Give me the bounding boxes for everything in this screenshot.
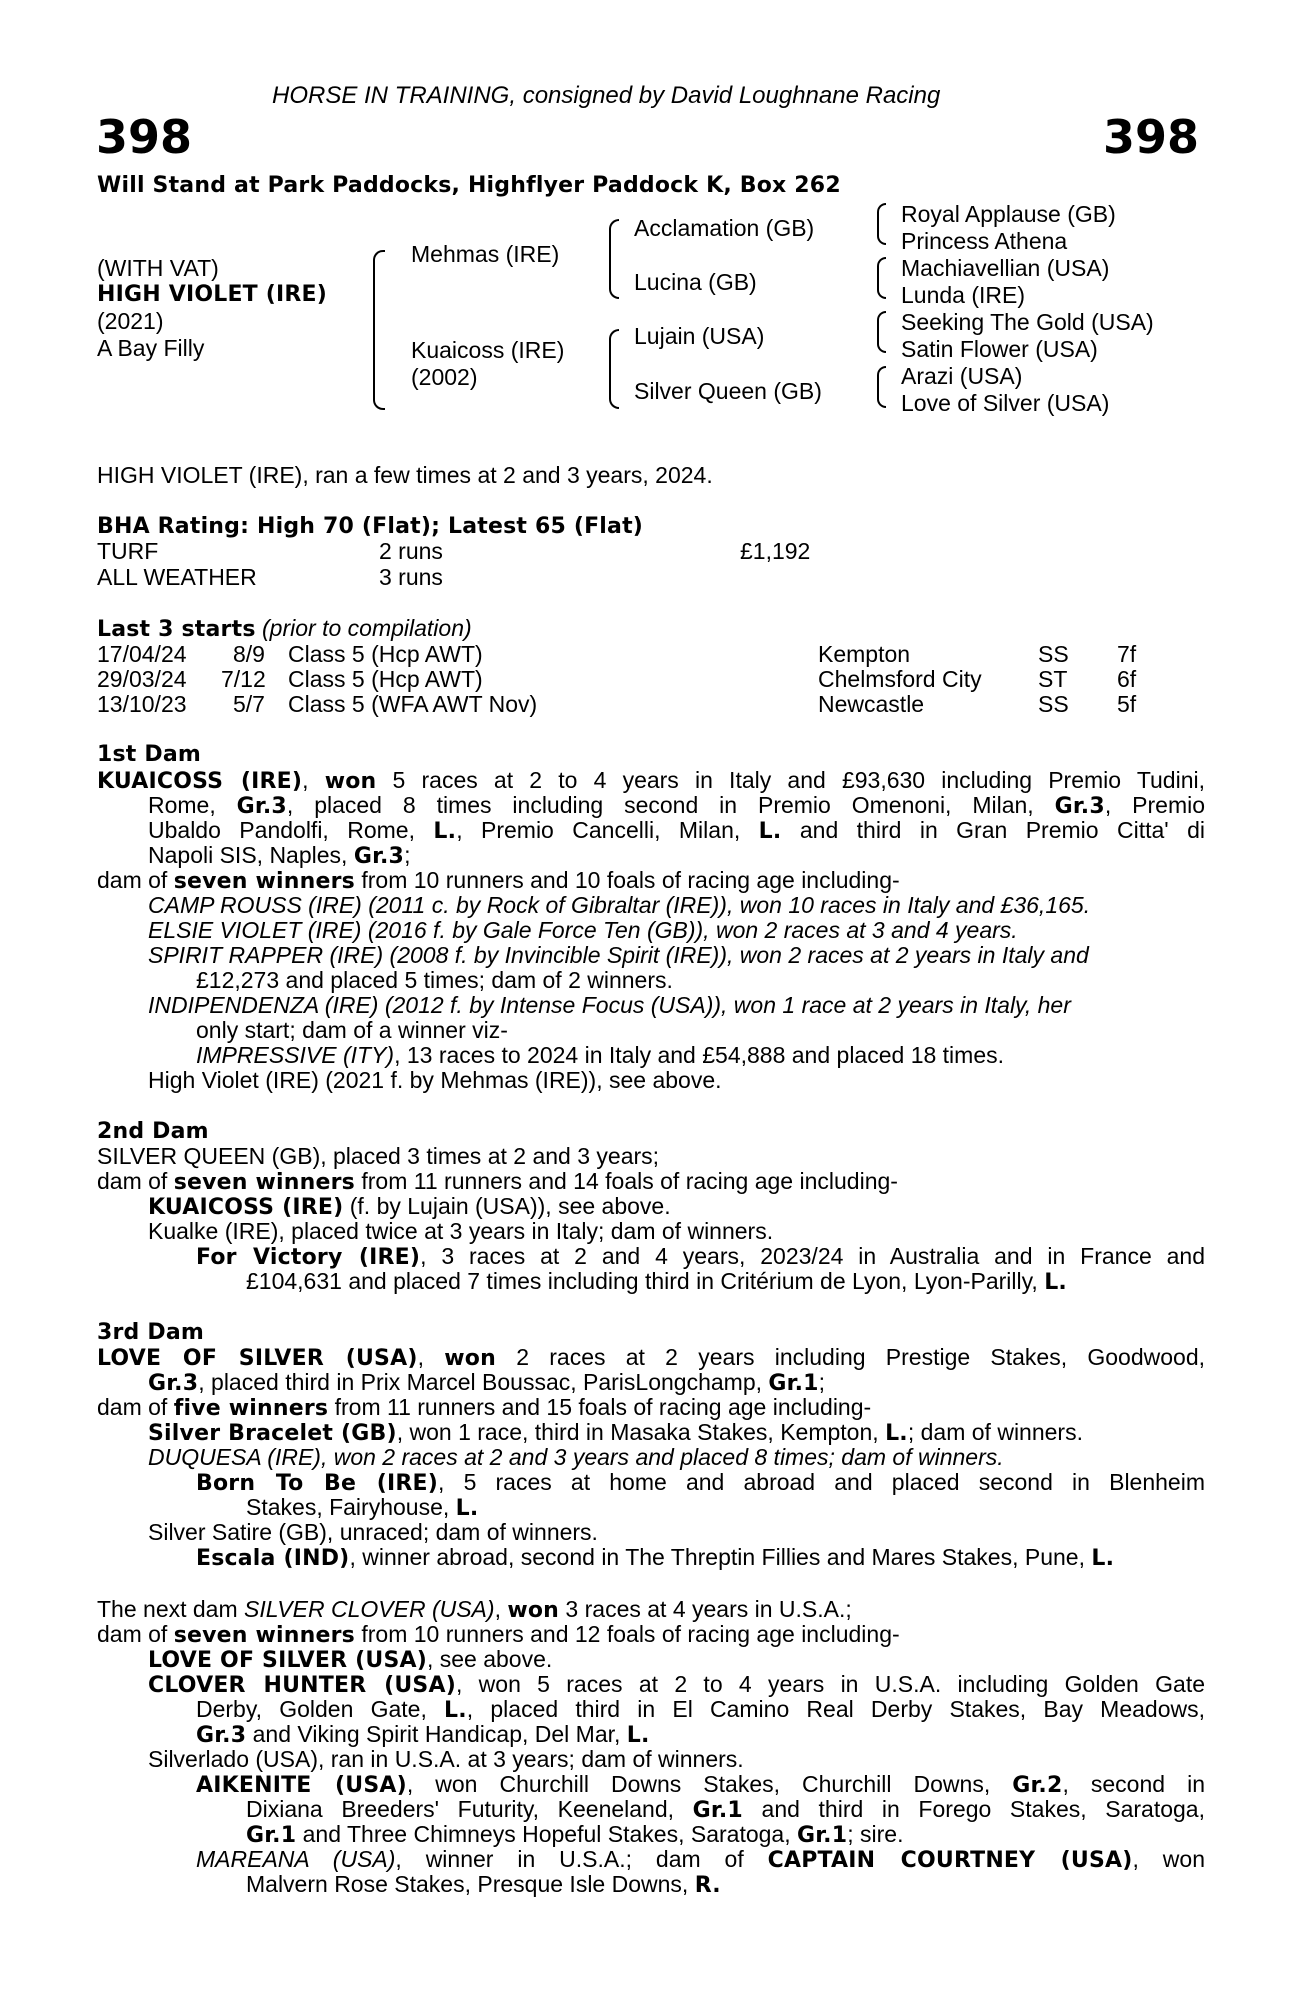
pedigree-dam: Kuaicoss (IRE) <box>411 337 565 363</box>
pedigree-brace-main <box>373 250 385 410</box>
horse-name: HIGH VIOLET (IRE) <box>97 282 328 307</box>
dam-line: KUAICOSS (IRE), won 5 races at 2 to 4 years in Italy and £93,630 including Premio Tudini, <box>97 767 1205 794</box>
dam-line: Dixiana Breeders' Futurity, Keeneland, Gr.1 and third in Forego Stakes, Saratoga, <box>246 1796 1205 1823</box>
second-dam-heading: 2nd Dam <box>97 1119 209 1144</box>
pedigree-g-dsd: Satin Flower (USA) <box>901 336 1098 362</box>
last-starts-heading <box>97 616 472 643</box>
dam-line: Kualke (IRE), placed twice at 3 years in Italy; dam of winners. <box>148 1218 774 1244</box>
lot-number-right: 398 <box>1103 110 1200 164</box>
first-dam-heading: 1st Dam <box>97 742 202 767</box>
dam-line: £12,273 and placed 5 times; dam of 2 winners. <box>196 967 673 993</box>
start-position: 7/12 <box>221 666 266 692</box>
start-course: Chelmsford City <box>818 666 982 692</box>
rating-surface: ALL WEATHER <box>97 564 257 590</box>
dam-line: MAREANA (USA), winner in U.S.A.; dam of CAPTAIN COURTNEY (USA), won <box>196 1846 1206 1873</box>
dam-line: Silver Bracelet (GB), won 1 race, third in Masaka Stakes, Kempton, L.; dam of winners. <box>148 1419 1083 1446</box>
start-distance: 5f <box>1117 691 1137 717</box>
dam-line: Gr.3, placed third in Prix Marcel Boussac, ParisLongchamp, Gr.1; <box>148 1369 826 1396</box>
dam-line: ELSIE VIOLET (IRE) (2016 f. by Gale Force Ten (GB)), won 2 races at 3 and 4 years. <box>148 917 1018 943</box>
dam-line: For Victory (IRE), 3 races at 2 and 4 years, 2023/24 in Australia and in France and <box>196 1243 1205 1270</box>
dam-line: SILVER QUEEN (GB), placed 3 times at 2 and 3 years; <box>97 1143 660 1169</box>
pedigree-g-dss: Seeking The Gold (USA) <box>901 309 1154 335</box>
dam-line: Gr.1 and Three Chimneys Hopeful Stakes, Saratoga, Gr.1; sire. <box>246 1821 904 1848</box>
pedigree-brace-sd <box>877 257 886 299</box>
dam-line: dam of seven winners from 11 runners and 14 foals of racing age including- <box>97 1168 898 1195</box>
consignor-line: HORSE IN TRAINING, consigned by David Loughnane Racing <box>272 82 941 109</box>
dam-line: Malvern Rose Stakes, Presque Isle Downs, R. <box>246 1871 721 1898</box>
pedigree-brace-dd <box>877 366 886 408</box>
dam-line: Stakes, Fairyhouse, L. <box>246 1494 479 1521</box>
pedigree-sire-sire: Acclamation (GB) <box>634 215 815 241</box>
start-race: Class 5 (Hcp AWT) <box>288 641 483 667</box>
dam-line: Ubaldo Pandolfi, Rome, L., Premio Cancelli, Milan, L. and third in Gran Premio Citta' di <box>148 817 1205 844</box>
dam-line: dam of seven winners from 10 runners and 10 foals of racing age including- <box>97 867 900 894</box>
horse-year: (2021) <box>97 308 164 334</box>
pedigree-dam-dam: Silver Queen (GB) <box>634 378 822 404</box>
dam-line: dam of seven winners from 10 runners and 12 foals of racing age including- <box>97 1621 900 1648</box>
rating-prize-money: £1,192 <box>740 538 811 564</box>
dam-line: LOVE OF SILVER (USA), see above. <box>148 1646 553 1673</box>
dam-line: CLOVER HUNTER (USA), won 5 races at 2 to 4 years in U.S.A. including Golden Gate <box>148 1671 1205 1698</box>
rating-runs: 3 runs <box>379 564 443 590</box>
pedigree-g-ddd: Love of Silver (USA) <box>901 390 1110 416</box>
horse-description: A Bay Filly <box>97 335 205 361</box>
pedigree-g-sds: Machiavellian (USA) <box>901 255 1110 281</box>
start-course: Newcastle <box>818 691 925 717</box>
dam-line: KUAICOSS (IRE) (f. by Lujain (USA)), see above. <box>148 1193 671 1220</box>
pedigree-brace-ds <box>877 311 886 353</box>
dam-line: High Violet (IRE) (2021 f. by Mehmas (IRE)), see above. <box>148 1067 722 1093</box>
dam-line: LOVE OF SILVER (USA), won 2 races at 2 years including Prestige Stakes, Goodwood, <box>97 1344 1206 1371</box>
start-course: Kempton <box>818 641 911 667</box>
pedigree-sire-dam: Lucina (GB) <box>634 269 757 295</box>
lot-number-left: 398 <box>96 110 193 164</box>
pedigree-brace-sire <box>609 219 619 299</box>
last-starts-note: (prior to compilation) <box>262 615 472 641</box>
pedigree-g-dds: Arazi (USA) <box>901 363 1023 389</box>
last-starts-title: Last 3 starts <box>97 617 256 642</box>
vat-note: (WITH VAT) <box>97 255 219 281</box>
stand-location: Will Stand at Park Paddocks, Highflyer Paddock K, Box 262 <box>97 173 841 198</box>
dam-line: Silverlado (USA), ran in U.S.A. at 3 years; dam of winners. <box>148 1746 744 1772</box>
pedigree-dam-year: (2002) <box>411 364 478 390</box>
dam-line: The next dam SILVER CLOVER (USA), won 3 races at 4 years in U.S.A.; <box>97 1596 852 1623</box>
dam-line: Born To Be (IRE), 5 races at home and abroad and placed second in Blenheim <box>196 1469 1205 1496</box>
pedigree-sire: Mehmas (IRE) <box>411 241 560 267</box>
start-position: 8/9 <box>233 641 265 667</box>
start-distance: 7f <box>1117 641 1137 667</box>
dam-line: Escala (IND), winner abroad, second in The Threptin Fillies and Mares Stakes, Pune, L. <box>196 1544 1115 1571</box>
bha-rating-heading: BHA Rating: High 70 (Flat); Latest 65 (Flat) <box>97 514 644 539</box>
dam-line: only start; dam of a winner viz- <box>196 1017 508 1043</box>
dam-line: Napoli SIS, Naples, Gr.3; <box>148 842 411 869</box>
pedigree-brace-ss <box>877 203 886 245</box>
rating-surface: TURF <box>97 538 159 564</box>
start-going: ST <box>1038 666 1068 692</box>
start-race: Class 5 (Hcp AWT) <box>288 666 483 692</box>
start-distance: 6f <box>1117 666 1137 692</box>
dam-line: Derby, Golden Gate, L., placed third in El Camino Real Derby Stakes, Bay Meadows, <box>196 1696 1205 1723</box>
dam-line: £104,631 and placed 7 times including third in Critérium de Lyon, Lyon-Parilly, L. <box>246 1268 1067 1295</box>
start-date: 17/04/24 <box>97 641 187 667</box>
race-summary: HIGH VIOLET (IRE), ran a few times at 2 and 3 years, 2024. <box>97 462 713 488</box>
third-dam-heading: 3rd Dam <box>97 1320 204 1345</box>
dam-line: Silver Satire (GB), unraced; dam of winners. <box>148 1519 598 1545</box>
rating-runs: 2 runs <box>379 538 443 564</box>
start-position: 5/7 <box>233 691 265 717</box>
dam-line: CAMP ROUSS (IRE) (2011 c. by Rock of Gibraltar (IRE)), won 10 races in Italy and £36,165. <box>148 892 1091 918</box>
pedigree-g-sss: Royal Applause (GB) <box>901 201 1116 227</box>
dam-line: DUQUESA (IRE), won 2 races at 2 and 3 years and placed 8 times; dam of winners. <box>148 1444 1004 1470</box>
pedigree-g-sdd: Lunda (IRE) <box>901 282 1026 308</box>
dam-line: Rome, Gr.3, placed 8 times including second in Premio Omenoni, Milan, Gr.3, Premio <box>148 792 1206 819</box>
dam-line: IMPRESSIVE (ITY), 13 races to 2024 in Italy and £54,888 and placed 18 times. <box>196 1042 1005 1068</box>
start-race: Class 5 (WFA AWT Nov) <box>288 691 538 717</box>
dam-line: AIKENITE (USA), won Churchill Downs Stakes, Churchill Downs, Gr.2, second in <box>196 1771 1205 1798</box>
dam-line: Gr.3 and Viking Spirit Handicap, Del Mar, L. <box>196 1721 650 1748</box>
start-going: SS <box>1038 641 1069 667</box>
dam-line: INDIPENDENZA (IRE) (2012 f. by Intense Focus (USA)), won 1 race at 2 years in Italy, her <box>148 992 1071 1018</box>
start-going: SS <box>1038 691 1069 717</box>
start-date: 13/10/23 <box>97 691 187 717</box>
pedigree-g-ssd: Princess Athena <box>901 228 1068 254</box>
dam-line: SPIRIT RAPPER (IRE) (2008 f. by Invincible Spirit (IRE)), won 2 races at 2 years in Italy and <box>148 942 1089 968</box>
start-date: 29/03/24 <box>97 666 187 692</box>
dam-line: dam of five winners from 11 runners and 15 foals of racing age including- <box>97 1394 872 1421</box>
pedigree-brace-dam <box>609 329 619 409</box>
pedigree-dam-sire: Lujain (USA) <box>634 323 765 349</box>
